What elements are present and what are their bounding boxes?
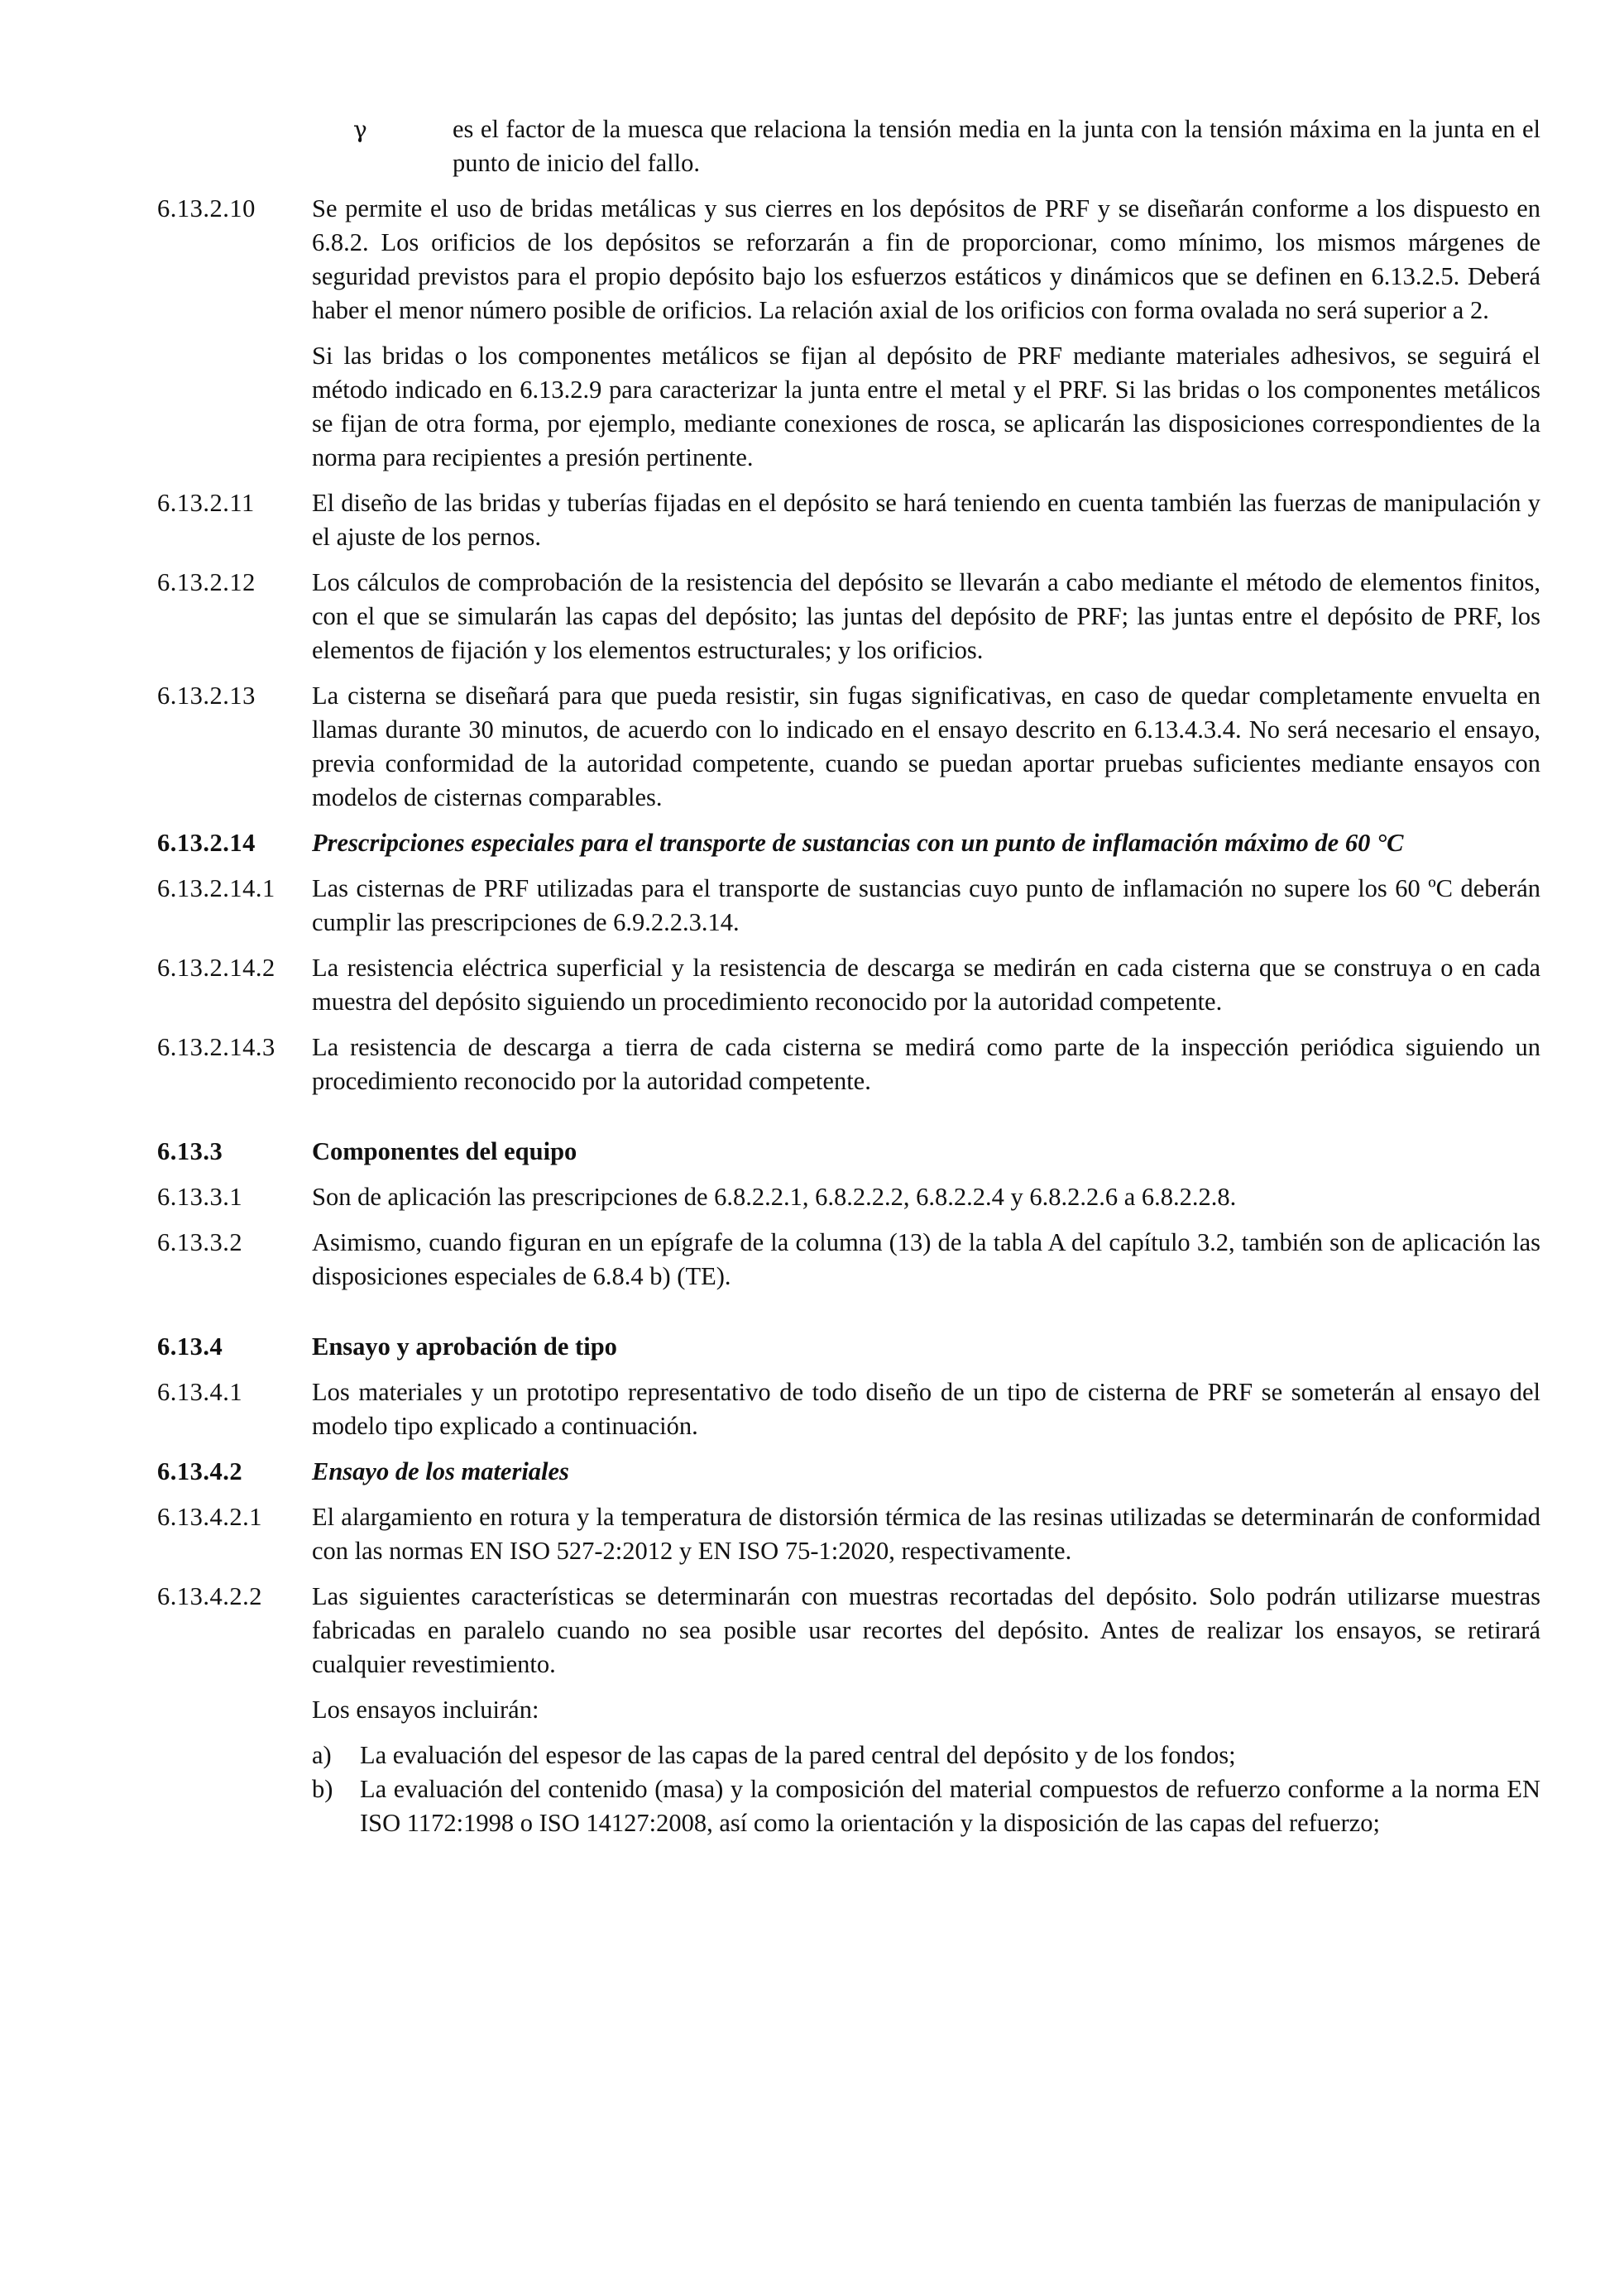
- heading-number: 6.13.3: [157, 1137, 223, 1165]
- paragraph-6-13-2-13: [157, 679, 1540, 815]
- paragraph-6-13-2-14-3: [157, 1031, 1540, 1098]
- list-item-text: La evaluación del contenido (masa) y la composición del material compuestos de refuerzo conforme a la norma EN ISO 1172:1998 o ISO 14127:2008, así como la orientación y la disposición de las capas del refuerzo;: [360, 1775, 1540, 1837]
- list-item: [312, 1772, 1540, 1840]
- heading-number: 6.13.2.14: [157, 829, 256, 857]
- paragraph-number: 6.13.2.12: [157, 568, 256, 596]
- paragraph-text: El diseño de las bridas y tuberías fijadas en el depósito se hará teniendo en cuenta también las fuerzas de manipulación y el ajuste de los pernos.: [312, 489, 1540, 551]
- heading-number: 6.13.4: [157, 1332, 223, 1361]
- paragraph-text: Son de aplicación las prescripciones de 6.8.2.2.1, 6.8.2.2.2, 6.8.2.2.4 y 6.8.2.2.6 a 6.8.2.2.8.: [312, 1183, 1237, 1211]
- heading-title: Prescripciones especiales para el transporte de sustancias con un punto de inflamación máximo de 60 °C: [312, 829, 1404, 857]
- heading-number: 6.13.4.2: [157, 1457, 243, 1485]
- gamma-definition-text: es el factor de la muesca que relaciona la tensión media en la junta con la tensión máxima en la junta en el punto de inicio del fallo.: [453, 115, 1540, 177]
- list-item-letter: a): [312, 1741, 332, 1769]
- paragraph-number: 6.13.2.13: [157, 682, 256, 710]
- paragraph-number: 6.13.2.14.1: [157, 874, 275, 902]
- paragraph-text: Los cálculos de comprobación de la resistencia del depósito se llevarán a cabo mediante el método de elementos finitos, con el que se simularán las capas del depósito; las juntas del depósito de PRF; las juntas entre el depósito de PRF, los elementos de fijación y los elementos estructurales; y los orificios.: [312, 568, 1540, 664]
- list-intro: Los ensayos incluirán:: [312, 1696, 539, 1724]
- list-item: [312, 1739, 1540, 1772]
- paragraph-number: 6.13.4.2.2: [157, 1582, 262, 1610]
- paragraph-text: La resistencia de descarga a tierra de cada cisterna se medirá como parte de la inspección periódica siguiendo un procedimiento reconocido por la autoridad competente.: [312, 1033, 1540, 1095]
- paragraph-6-13-2-10: [157, 192, 1540, 475]
- paragraph-text: Si las bridas o los componentes metálicos se fijan al depósito de PRF mediante materiales adhesivos, se seguirá el método indicado en 6.13.2.9 para caracterizar la junta entre el metal y el PRF. Si las bridas o los componentes metálicos se fijan de otra forma, por ejemplo, mediante conexiones de rosca, se aplicarán las disposiciones correspondientes de la norma para recipientes a presión pertinente.: [312, 342, 1540, 471]
- heading-title: Componentes del equipo: [312, 1137, 577, 1165]
- paragraph-number: 6.13.2.14.2: [157, 954, 275, 982]
- paragraph-text: Las cisternas de PRF utilizadas para el transporte de sustancias cuyo punto de inflamación no supere los 60 ºC deberán cumplir las prescripciones de 6.9.2.2.3.14.: [312, 874, 1540, 936]
- paragraph-6-13-2-11: [157, 486, 1540, 554]
- list-item-text: La evaluación del espesor de las capas de la pared central del depósito y de los fondos;: [360, 1741, 1236, 1769]
- paragraph-text: Las siguientes características se determinarán con muestras recortadas del depósito. Solo podrán utilizarse muestras fabricadas en paralelo cuando no sea posible usar recortes del depósito. Antes de realizar los ensayos, se retirará cualquier revestimiento.: [312, 1582, 1540, 1678]
- paragraph-text: La resistencia eléctrica superficial y la resistencia de descarga se medirán en cada cisterna que se construya o en cada muestra del depósito siguiendo un procedimiento reconocido por la autoridad competente.: [312, 954, 1540, 1016]
- paragraph-6-13-2-14-1: [157, 872, 1540, 940]
- paragraph-text: Se permite el uso de bridas metálicas y sus cierres en los depósitos de PRF y se diseñarán conforme a los dispuesto en 6.8.2. Los orificios de los depósitos se reforzarán a fin de proporcionar, como mínimo, los mismos márgenes de seguridad previstos para el propio depósito bajo los esfuerzos estáticos y dinámicos que se definen en 6.13.2.5. Deberá haber el menor número posible de orificios. La relación axial de los orificios con forma ovalada no será superior a 2.: [312, 194, 1540, 324]
- heading-6-13-4-2: [157, 1455, 1540, 1489]
- paragraph-6-13-4-1: [157, 1375, 1540, 1443]
- document-content: [157, 112, 1540, 1852]
- heading-title: Ensayo de los materiales: [312, 1457, 569, 1485]
- paragraph-text: Asimismo, cuando figuran en un epígrafe de la columna (13) de la tabla A del capítulo 3.2, también son de aplicación las disposiciones especiales de 6.8.4 b) (TE).: [312, 1228, 1540, 1290]
- paragraph-number: 6.13.2.11: [157, 489, 255, 517]
- paragraph-number: 6.13.4.1: [157, 1378, 243, 1406]
- gamma-symbol: γ: [353, 116, 367, 143]
- paragraph-text: El alargamiento en rotura y la temperatura de distorsión térmica de las resinas utilizadas se determinarán de conformidad con las normas EN ISO 527-2:2012 y EN ISO 75-1:2020, respectivamente.: [312, 1503, 1540, 1565]
- list-item-letter: b): [312, 1775, 333, 1803]
- paragraph-text: Los materiales y un prototipo representativo de todo diseño de un tipo de cisterna de PRF se someterán al ensayo del modelo tipo explicado a continuación.: [312, 1378, 1540, 1440]
- paragraph-6-13-4-2-2: [157, 1580, 1540, 1840]
- paragraph-6-13-3-1: [157, 1180, 1540, 1214]
- paragraph-6-13-2-14-2: [157, 951, 1540, 1019]
- paragraph-number: 6.13.3.1: [157, 1183, 243, 1211]
- paragraph-text: La cisterna se diseñará para que pueda resistir, sin fugas significativas, en caso de quedar completamente envuelta en llamas durante 30 minutos, de acuerdo con lo indicado en el ensayo descrito en 6.13.4.3.4. No será necesario el ensayo, previa conformidad de la autoridad competente, cuando se puedan aportar pruebas suficientes mediante ensayos con modelos de cisternas comparables.: [312, 682, 1540, 811]
- heading-title: Ensayo y aprobación de tipo: [312, 1332, 617, 1361]
- paragraph-6-13-2-12: [157, 566, 1540, 667]
- paragraph-number: 6.13.4.2.1: [157, 1503, 262, 1531]
- paragraph-number: 6.13.3.2: [157, 1228, 243, 1256]
- paragraph-6-13-4-2-1: [157, 1500, 1540, 1568]
- paragraph-number: 6.13.2.14.3: [157, 1033, 275, 1061]
- lettered-list: [312, 1739, 1540, 1840]
- heading-6-13-4: [157, 1330, 1540, 1364]
- paragraph-6-13-3-2: [157, 1226, 1540, 1294]
- heading-6-13-3: [157, 1135, 1540, 1169]
- gamma-definition: [353, 112, 1540, 180]
- heading-6-13-2-14: [157, 826, 1540, 860]
- paragraph-number: 6.13.2.10: [157, 194, 256, 222]
